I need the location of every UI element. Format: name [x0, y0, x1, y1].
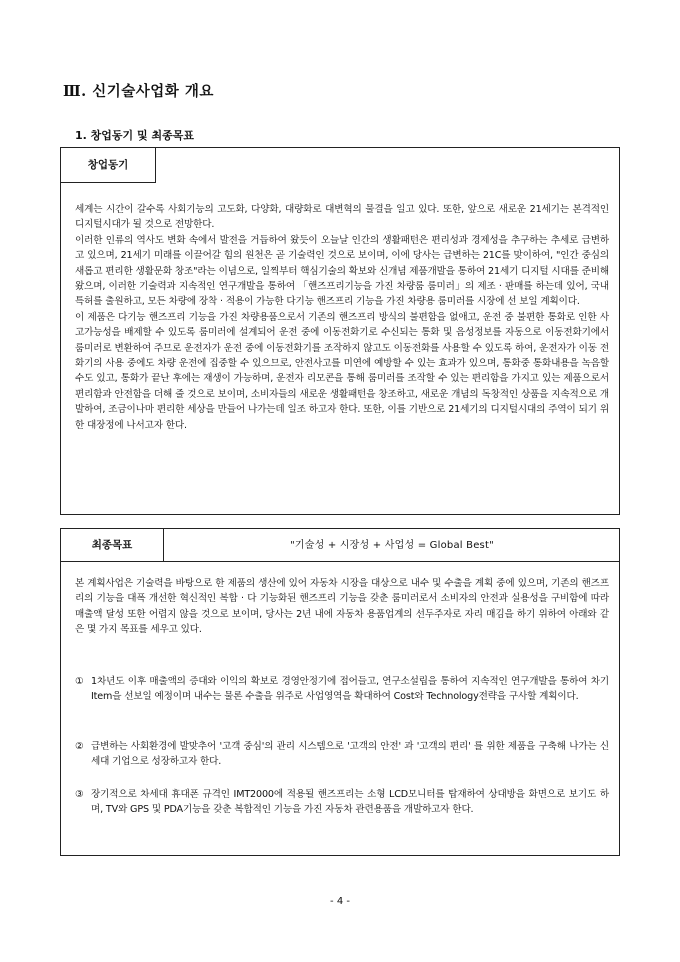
goal-item-number: ① [75, 676, 84, 687]
goal-item [75, 739, 609, 770]
goal-intro: 본 계획사업은 기술력을 바탕으로 한 제품의 생산에 있어 자동차 시장을 대상으로 내수 및 수출을 계획 중에 있으며, 기존의 핸즈프리의 기능을 대폭 개선한 혁신적인 복합 · 다 기능화된 핸즈프리 기능을 갖춘 룸미러로서 소비자의 안전과 실용성을 구비함에 따라 매출액 달성 또한 어렵지 않을 것으로 보이며, 당사는 2년 내에 자동차 용품업계의 선두주자로 자리 매김을 하기 위하여 아래와 같은 몇 가지 목표를 세우고 있다. [75, 578, 609, 636]
goal-item-number: ② [75, 741, 84, 752]
goal-item-text: 급변하는 사회환경에 발맞추어 '고객 중심'의 관리 시스템으로 '고객의 안전' 과 '고객의 편리' 를 위한 제품을 구축해 나가는 신세대 기업으로 성장하고자 한다. [91, 741, 609, 768]
motivation-paragraph: 이러한 인류의 역사도 변화 속에서 발전을 거듭하여 왔듯이 오늘날 인간의 생활패턴은 편리성과 경제성을 추구하는 추세로 급변하고 있으며, 21세기 미래를 이끌어갈 힘의 원천은 곧 기술력인 것으로 보이며, 이에 당사는 급변하는 21C를 맞이하여, "인간 중심의 새롭고 편리한 생활문화 창조"라는 이념으로, 일찍부터 핵심기술의 확보와 신개념 제품개발을 통하여 21세기 디지털 시대를 준비해 왔으며, 이러한 기술력과 지속적인 연구개발을 통하여 「핸즈프리기능을 가진 차량룸 룸미러」의 제조 · 판매를 하는데 있어, 국내특허를 출원하고, 모든 차량에 장착 · 적용이 가능한 다기능 핸즈프리 기능을 가진 차량용 룸미러를 시장에 선 보일 계획이다. [75, 234, 609, 308]
goal-item [75, 674, 609, 705]
goal-header [61, 529, 619, 562]
motivation-paragraph: 세계는 시간이 갈수록 사회기능의 고도화, 다양화, 대량화로 대변혁의 물결을 일고 있다. 또한, 앞으로 새로운 21세기는 본격적인 디지털시대가 될 것으로 전망한다. [75, 204, 609, 231]
goal-item-text: 1차년도 이후 매출액의 증대와 이익의 확보로 경영안정기에 접어들고, 연구소설립을 통하여 지속적인 연구개발을 통하여 차기 Item을 선보일 예정이며 내수는 물론 수출을 위주로 사업영역을 확대하여 Cost와 Technology전략을 구사할 계획이다. [91, 676, 609, 703]
goal-item-number: ③ [75, 789, 84, 800]
motivation-box [60, 147, 620, 515]
goal-item-text: 장기적으로 차세대 휴대폰 규격인 IMT2000에 적용될 핸즈프리는 소형 LCD모니터를 탑재하여 상대방을 화면으로 보기도 하며, TV와 GPS 및 PDA기능을 갖춘 복합적인 기능을 가진 자동차 관련용품을 개발하고자 한다. [91, 789, 609, 816]
motivation-label: 창업동기 [61, 148, 156, 183]
goal-item [75, 787, 609, 818]
goal-formula: "기술성 + 시장성 + 사업성 = Global Best" [290, 540, 494, 551]
goal-label: 최종목표 [61, 529, 164, 562]
page-number: - 4 - [330, 896, 350, 907]
goal-box [60, 528, 620, 856]
subsection-title: 1. 창업동기 및 최종목표 [75, 129, 194, 142]
motivation-text [75, 202, 609, 433]
section-title: Ⅲ. 신기술사업화 개요 [63, 83, 214, 100]
motivation-paragraph: 이 제품은 다기능 핸즈프리 기능을 가진 차량용품으로서 기존의 핸즈프리 방식의 불편함을 없애고, 운전 중 불편한 통화로 인한 사고가능성을 배제할 수 있도록 룸미러에 설계되어 운전 중에 이동전화기로 수신되는 통화 및 음성정보를 자동으로 이동전화기에서 룸미러로 변환하여 주므로 운전자가 운전 중에 이동전화기를 조작하지 않고도 이동전화를 사용할 수 있도록 하여, 운전자가 이동 전화기의 사용 중에도 차량 운전에 집중할 수 있으므로, 안전사고를 미연에 예방할 수 있는 효과가 있으며, 통화중 통화내용을 녹음할 수도 있고, 통화가 끝난 후에는 재생이 가능하며, 운전자 리모콘을 통해 룸미러를 조작할 수 있는 편리함을 가지고 있는 제품으로서 편리함과 안전함을 더해 줄 것으로 보이며, 소비자들의 새로운 생활패턴을 창조하고, 새로운 개념의 독창적인 상품을 지속적으로 개발하여, 조금이나마 편리한 세상을 만들어 나가는데 일조 하고자 한다. 또한, 이를 기반으로 21세기의 디지털시대의 주역이 되기 위한 대장정에 나서고자 한다. [75, 311, 609, 431]
